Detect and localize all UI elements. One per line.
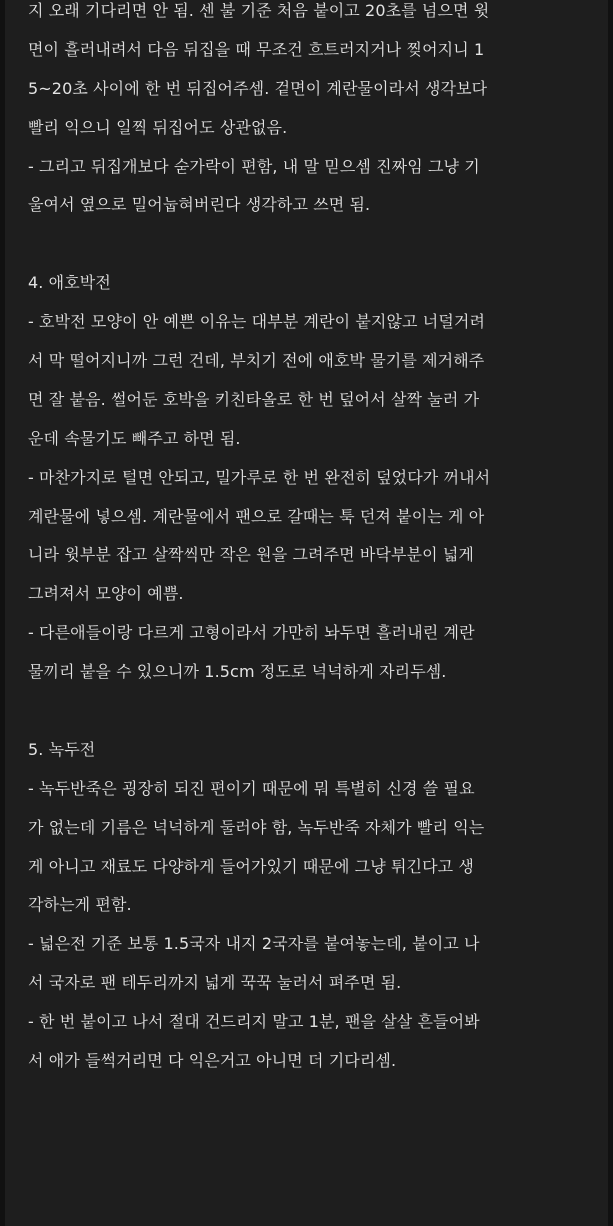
text-line: 5~20초 사이에 한 번 뒤집어주셈. 겉면이 계란물이라서 생각보다 xyxy=(28,78,488,98)
text-line: 지 오래 기다리면 안 됨. 센 불 기준 처음 붙이고 20초를 넘으면 윗 xyxy=(28,1,490,20)
text-line: - 호박전 모양이 안 예쁜 이유는 대부분 계란이 붙지않고 너덜거려 xyxy=(28,312,486,332)
text-line: 니라 윗부분 잡고 살짝씩만 작은 원을 그려주면 바닥부분이 넓게 xyxy=(28,545,474,565)
text-line: 서 애가 들썩거리면 다 익은거고 아니면 더 기다리셈. xyxy=(28,1051,397,1071)
text-line: 계란물에 넣으셈. 계란물에서 팬으로 갈때는 툭 던져 붙이는 게 아 xyxy=(28,506,485,526)
blank-line xyxy=(28,692,603,731)
document-text xyxy=(28,0,603,1081)
text-line: 운데 속물기도 빼주고 하면 됨. xyxy=(28,428,241,448)
blank-line xyxy=(28,225,603,264)
text-line: 가 없는데 기름은 넉넉하게 둘러야 함, 녹두반죽 자체가 빨리 익는 xyxy=(28,817,485,837)
text-line: - 다른애들이랑 다르게 고형이라서 가만히 놔두면 흘러내린 계란 xyxy=(28,623,475,643)
text-line: - 그리고 뒤집개보다 숟가락이 편함, 내 말 믿으셈 진짜임 그냥 기 xyxy=(28,156,480,176)
text-line: - 한 번 붙이고 나서 절대 건드리지 말고 1분, 팬을 살살 흔들어봐 xyxy=(28,1012,480,1032)
section-heading-mungbean: 5. 녹두전 xyxy=(28,739,96,759)
text-line: 서 국자로 팬 테두리까지 넓게 꾹꾹 눌러서 펴주면 됨. xyxy=(28,973,402,993)
text-line: 물끼리 붙을 수 있으니까 1.5cm 정도로 넉넉하게 자리두셈. xyxy=(28,662,447,682)
text-line: - 넓은전 기준 보통 1.5국자 내지 2국자를 붙여놓는데, 붙이고 나 xyxy=(28,934,480,954)
section-heading-zucchini: 4. 애호박전 xyxy=(28,273,111,293)
text-line: 면이 흘러내려서 다음 뒤집을 때 무조건 흐트러지거나 찢어지니 1 xyxy=(28,39,485,59)
text-line: 서 막 떨어지니까 그런 건데, 부치기 전에 애호박 물기를 제거해주 xyxy=(28,351,485,371)
text-line: 빨리 익으니 일찍 뒤집어도 상관없음. xyxy=(28,117,288,137)
text-line: 울여서 옆으로 밀어눕혀버린다 생각하고 쓰면 됨. xyxy=(28,195,371,215)
text-line: 면 잘 붙음. 썰어둔 호박을 키친타올로 한 번 덮어서 살짝 눌러 가 xyxy=(28,389,480,409)
text-line: 각하는게 편함. xyxy=(28,895,132,915)
text-line: - 녹두반죽은 굉장히 되진 편이기 때문에 뭐 특별히 신경 쓸 필요 xyxy=(28,778,475,798)
text-line: 게 아니고 재료도 다양하게 들어가있기 때문에 그냥 튀긴다고 생 xyxy=(28,856,474,876)
text-line: 그려져서 모양이 예쁨. xyxy=(28,584,184,604)
text-line: - 마찬가지로 털면 안되고, 밀가루로 한 번 완전히 덮었다가 꺼내서 xyxy=(28,467,491,487)
